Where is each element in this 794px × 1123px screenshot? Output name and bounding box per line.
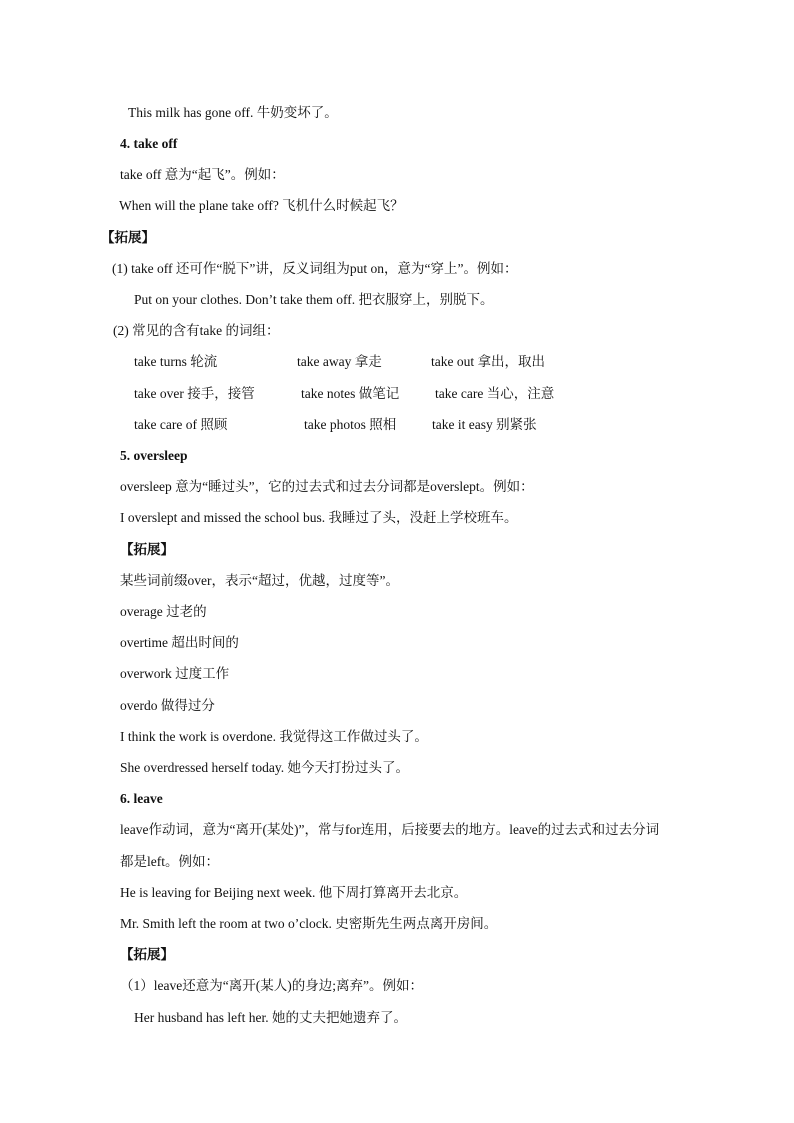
phrase-row <box>0 416 794 434</box>
oversleep-definition: oversleep 意为“睡过头”，它的过去式和过去分词都是overslept。例如： <box>120 479 534 494</box>
example-plane-take-off: When will the plane take off? 飞机什么时候起飞？ <box>119 198 404 213</box>
leave-definition-cont: 都是left。例如： <box>120 854 219 869</box>
word-overage: overage 过老的 <box>120 604 207 619</box>
phrase-item: take turns 轮流 <box>134 354 218 369</box>
leave-definition: leave作动词，意为“离开(某处)”，常与for连用，后接要去的地方。leave的过去式和过去分词 <box>120 822 660 837</box>
extension-heading: 【拓展】 <box>120 542 174 557</box>
phrase-row <box>0 353 794 371</box>
phrase-item: take care of 照顾 <box>134 417 228 432</box>
phrase-item: take it easy 别紧张 <box>432 417 537 432</box>
extension-heading: 【拓展】 <box>101 230 155 245</box>
phrase-item: take photos 照相 <box>304 417 397 432</box>
phrase-item: take away 拿走 <box>297 354 382 369</box>
phrase-item: take care 当心，注意 <box>435 386 555 401</box>
example-smith-left: Mr. Smith left the room at two o’clock. 史密斯先生两点离开房间。 <box>120 916 498 931</box>
phrase-item: take over 接手，接管 <box>134 386 255 401</box>
word-overdo: overdo 做得过分 <box>120 698 215 713</box>
heading-take-off: 4. take off <box>120 136 178 151</box>
take-off-definition: take off 意为“起飞”。例如： <box>120 167 285 182</box>
over-prefix-note: 某些词前缀over，表示“超过，优越，过度等”。 <box>120 573 399 588</box>
example-put-on-clothes: Put on your clothes. Don’t take them off. 把衣服穿上，别脱下。 <box>134 292 494 307</box>
example-overdone: I think the work is overdone. 我觉得这工作做过头了。 <box>120 729 428 744</box>
leave-extension-1: （1）leave还意为“离开(某人)的身边;离弃”。例如： <box>120 978 423 993</box>
word-overwork: overwork 过度工作 <box>120 666 230 681</box>
phrase-item: take notes 做笔记 <box>301 386 400 401</box>
example-overdressed: She overdressed herself today. 她今天打扮过头了。 <box>120 760 409 775</box>
take-off-extension-1: (1) take off 还可作“脱下”讲，反义词组为put on，意为“穿上”。例如： <box>112 261 518 276</box>
example-leaving-beijing: He is leaving for Beijing next week. 他下周打算离开去北京。 <box>120 885 468 900</box>
heading-leave: 6. leave <box>120 791 163 806</box>
phrase-item: take out 拿出，取出 <box>431 354 545 369</box>
example-milk-gone-off: This milk has gone off. 牛奶变坏了。 <box>128 105 338 120</box>
example-husband-left: Her husband has left her. 她的丈夫把她遗弃了。 <box>134 1010 407 1025</box>
extension-heading: 【拓展】 <box>120 947 174 962</box>
example-overslept: I overslept and missed the school bus. 我睡过了头，没赶上学校班车。 <box>120 510 518 525</box>
word-overtime: overtime 超出时间的 <box>120 635 239 650</box>
take-off-extension-2: (2) 常见的含有take 的词组： <box>113 323 280 338</box>
heading-oversleep: 5. oversleep <box>120 448 188 463</box>
phrase-row <box>0 385 794 403</box>
